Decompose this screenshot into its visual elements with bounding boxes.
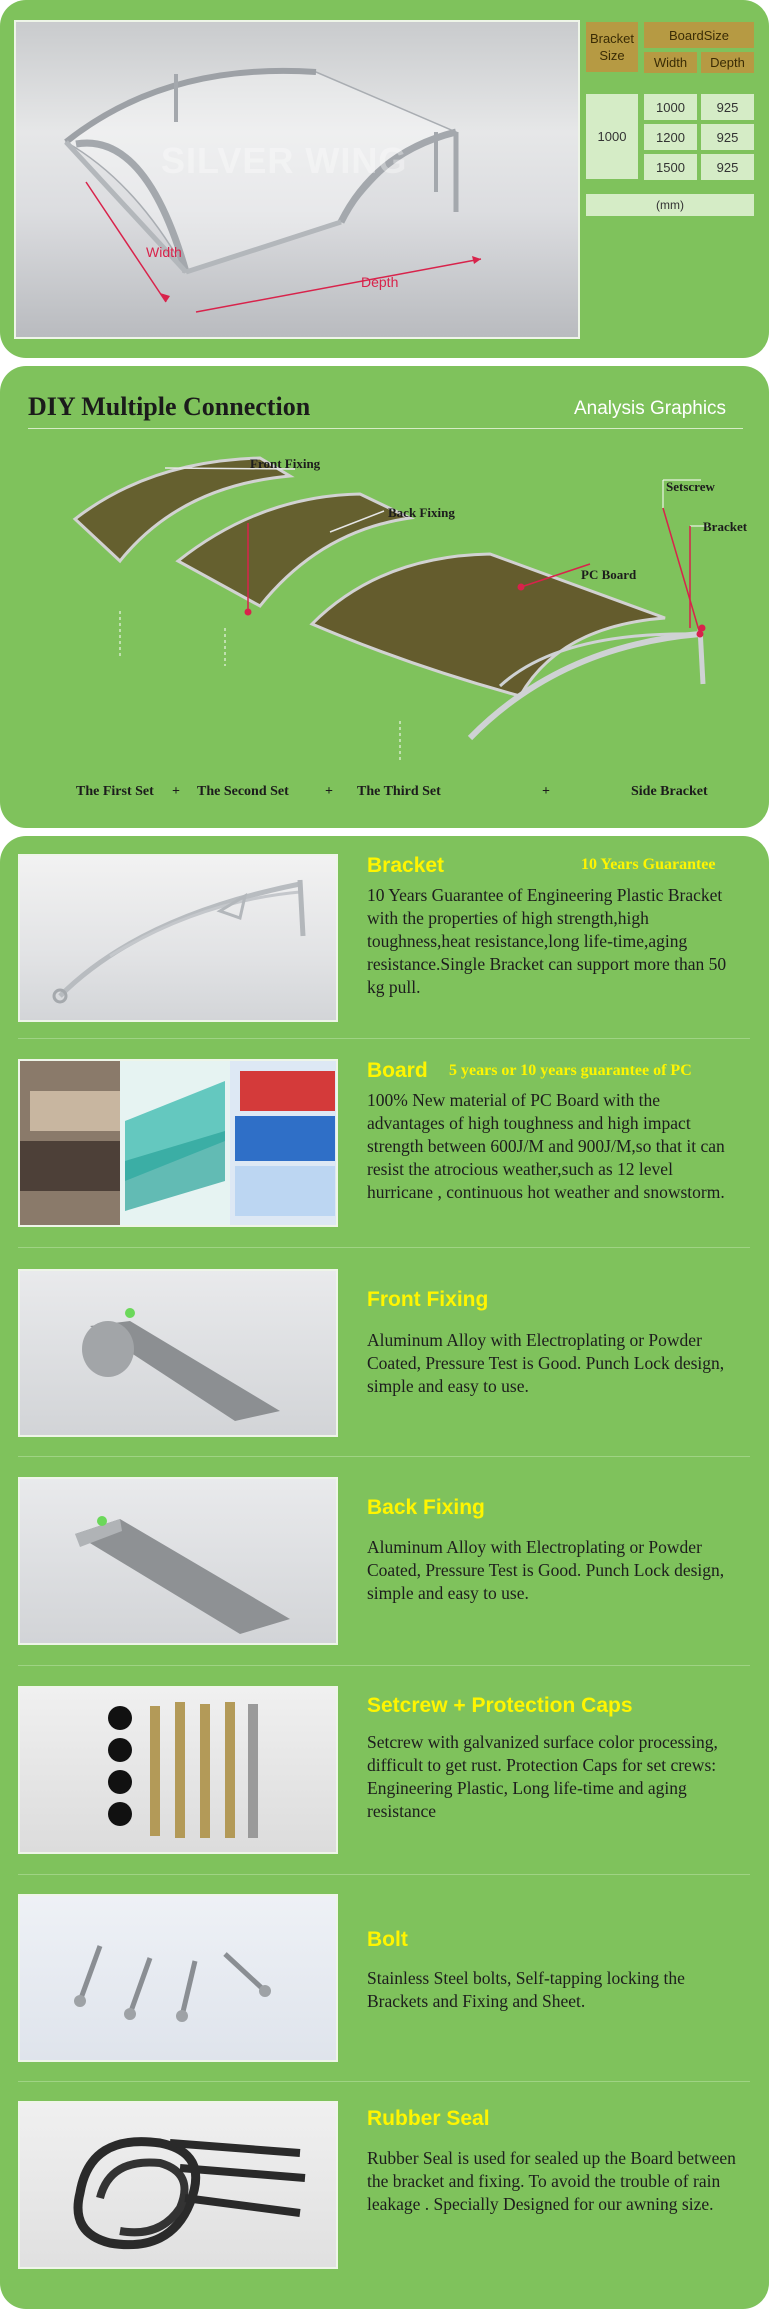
product-overview-panel bbox=[0, 0, 769, 358]
section-divider bbox=[18, 2081, 750, 2082]
side-bracket-label: Side Bracket bbox=[631, 784, 708, 799]
feature-title: Board bbox=[367, 1059, 428, 1082]
feature-description: 10 Years Guarantee of Engineering Plastic Bracket with the properties of high strength,high toughness,heat resistance,long life-time,aging resistance.Single Bracket can support more than 50 kg pull. bbox=[367, 885, 727, 997]
feature-title: Rubber Seal bbox=[367, 2107, 490, 2130]
width-header: Width bbox=[644, 52, 697, 73]
table-cell-depth: 925 bbox=[701, 94, 754, 120]
awning-hero-image bbox=[14, 20, 580, 339]
bracket-size-header: Bracket Size bbox=[586, 22, 638, 72]
setscrew-label: Setscrew bbox=[666, 479, 715, 494]
watermark-text: SILVER WING bbox=[161, 140, 408, 181]
feature-description: Rubber Seal is used for sealed up the Board between the bracket and fixing. To avoid the trouble of rain leakage . Specially Designed for our awning size. bbox=[367, 2148, 736, 2214]
depth-header: Depth bbox=[701, 52, 754, 73]
bracket-label: Bracket bbox=[703, 519, 748, 534]
feature-description: Stainless Steel bolts, Self-tapping locking the Brackets and Fixing and Sheet. bbox=[367, 1968, 685, 2011]
section-divider bbox=[18, 1038, 750, 1039]
table-cell-width: 1500 bbox=[644, 154, 697, 180]
feature-description: Setcrew with galvanized surface color processing, difficult to get rust. Protection Caps for set crews: Engineering Plastic, Long life-time and aging resistance bbox=[367, 1732, 718, 1821]
features-panel bbox=[0, 836, 769, 2309]
width-dimension-label: Width bbox=[146, 244, 182, 260]
table-cell-depth: 925 bbox=[701, 154, 754, 180]
section-divider bbox=[18, 1874, 750, 1875]
table-cell-depth: 925 bbox=[701, 124, 754, 150]
first-set-label: The First Set bbox=[76, 784, 154, 799]
feature-title: Setcrew + Protection Caps bbox=[367, 1694, 633, 1717]
feature-title: Front Fixing bbox=[367, 1288, 489, 1311]
front-fixing-label: Front Fixing bbox=[250, 456, 321, 471]
rubber-seal-image bbox=[18, 2101, 338, 2269]
bracket-image bbox=[18, 854, 338, 1022]
back-fixing-image bbox=[18, 1477, 338, 1645]
section-divider bbox=[18, 1247, 750, 1248]
third-set-label: The Third Set bbox=[357, 784, 441, 799]
feature-guarantee: 5 years or 10 years guarantee of PC bbox=[449, 1062, 692, 1079]
back-fixing-label: Back Fixing bbox=[388, 505, 455, 520]
section-divider bbox=[18, 1665, 750, 1666]
connection-title: DIY Multiple Connection bbox=[28, 392, 311, 421]
pc-board-label: PC Board bbox=[581, 567, 637, 582]
depth-dimension-label: Depth bbox=[361, 274, 399, 290]
feature-description: Aluminum Alloy with Electroplating or Powder Coated, Pressure Test is Good. Punch Lock design, simple and easy to use. bbox=[367, 1330, 725, 1396]
feature-title: Back Fixing bbox=[367, 1496, 485, 1519]
feature-description: Aluminum Alloy with Electroplating or Powder Coated, Pressure Test is Good. Punch Lock design, simple and easy to use. bbox=[367, 1537, 725, 1603]
front-fixing-image bbox=[18, 1269, 338, 1437]
feature-description: 100% New material of PC Board with the advantages of high toughness and high impact strength between 600J/M and 900J/M,so that it can resist the atrocious weather,such as 12 level hurricane , continuous hot weather and snowstorm. bbox=[367, 1090, 725, 1202]
table-cell-width: 1200 bbox=[644, 124, 697, 150]
plus-sign: + bbox=[172, 784, 180, 799]
section-divider bbox=[18, 1456, 750, 1457]
setcrew-caps-image bbox=[18, 1686, 338, 1854]
feature-guarantee: 10 Years Guarantee bbox=[581, 856, 716, 873]
connection-diagram bbox=[0, 366, 769, 828]
second-set-label: The Second Set bbox=[197, 784, 289, 799]
unit-label: (mm) bbox=[586, 194, 754, 216]
bolt-image bbox=[18, 1894, 338, 2062]
plus-sign: + bbox=[325, 784, 333, 799]
analysis-graphics-label: Analysis Graphics bbox=[574, 398, 727, 419]
multiple-connection-panel bbox=[0, 366, 769, 828]
feature-title: Bracket bbox=[367, 854, 445, 877]
board-size-header: BoardSize bbox=[644, 22, 754, 48]
pc-board-samples-image bbox=[18, 1059, 338, 1227]
bracket-size-value: 1000 bbox=[586, 94, 638, 179]
plus-sign: + bbox=[542, 784, 550, 799]
feature-title: Bolt bbox=[367, 1928, 408, 1951]
table-cell-width: 1000 bbox=[644, 94, 697, 120]
